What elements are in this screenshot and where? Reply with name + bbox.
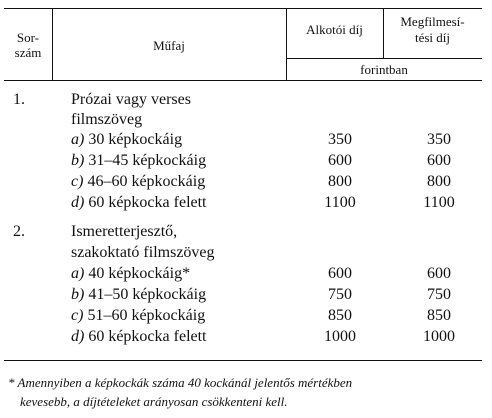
row-text: 30 képkockáig bbox=[88, 131, 183, 148]
header-no-line2: szám bbox=[14, 45, 42, 60]
header-unit: forintban bbox=[360, 62, 408, 77]
row-letter: a) bbox=[71, 131, 85, 148]
section-2-title-line2: szakoktató filmszöveg bbox=[71, 244, 215, 261]
section-2-title-line1: Ismeretterjesztő, bbox=[71, 223, 178, 240]
author-fee-value: 850 bbox=[328, 307, 352, 324]
film-fee-value: 600 bbox=[427, 152, 451, 169]
table-row bbox=[71, 264, 190, 284]
film-fee-value: 350 bbox=[427, 131, 451, 148]
film-fee-value: 850 bbox=[427, 307, 451, 324]
table-row bbox=[71, 306, 205, 326]
row-text: 60 képkocka felett bbox=[88, 328, 207, 345]
film-fee-value: 600 bbox=[427, 265, 451, 282]
row-text: 46–60 képkockáig bbox=[87, 173, 206, 190]
author-fee-value: 600 bbox=[328, 152, 352, 169]
section-1-title-line2: filmszöveg bbox=[71, 111, 143, 128]
table-row bbox=[71, 193, 207, 213]
header-no-line1: Sor- bbox=[16, 30, 40, 45]
section-1-number: 1. bbox=[13, 91, 25, 108]
author-fee-value: 1000 bbox=[324, 328, 356, 345]
table-row bbox=[71, 285, 206, 305]
row-letter: c) bbox=[71, 307, 84, 324]
footnote-rule bbox=[4, 360, 482, 361]
table-row bbox=[71, 172, 205, 192]
row-letter: b) bbox=[71, 286, 85, 303]
unit-rule bbox=[286, 58, 482, 59]
header-film-fee-line2: tési díj bbox=[414, 30, 451, 45]
author-fee-value: 800 bbox=[328, 173, 352, 190]
row-letter: d) bbox=[71, 328, 85, 345]
header-author-fee: Alkotói díj bbox=[306, 22, 363, 37]
footnote-line2: kevesebb, a díjtételeket arányosan csökkenteni kell. bbox=[20, 394, 288, 409]
row-text: 31–45 képkockáig bbox=[88, 152, 207, 169]
table-row bbox=[71, 151, 206, 171]
author-fee-value: 750 bbox=[328, 286, 352, 303]
film-fee-value: 1100 bbox=[423, 194, 455, 211]
row-text: 60 képkocka felett bbox=[88, 194, 207, 211]
row-text: 51–60 képkockáig bbox=[87, 307, 206, 324]
row-letter: c) bbox=[71, 173, 84, 190]
row-letter: a) bbox=[71, 265, 85, 282]
table-row bbox=[71, 327, 207, 347]
film-fee-value: 1000 bbox=[423, 328, 455, 345]
author-fee-value: 350 bbox=[328, 131, 352, 148]
table-top-rule bbox=[4, 8, 482, 9]
header-bottom-rule bbox=[4, 80, 482, 81]
row-letter: d) bbox=[71, 194, 85, 211]
film-fee-value: 750 bbox=[427, 286, 451, 303]
author-fee-value: 1100 bbox=[324, 194, 356, 211]
row-text: 41–50 képkockáig bbox=[88, 286, 207, 303]
author-fee-value: 600 bbox=[328, 265, 352, 282]
table-row bbox=[71, 130, 182, 150]
section-2-number: 2. bbox=[13, 223, 25, 240]
film-fee-value: 800 bbox=[427, 173, 451, 190]
section-1-title-line1: Prózai vagy verses bbox=[71, 91, 191, 108]
header-genre: Műfaj bbox=[153, 38, 185, 53]
row-letter: b) bbox=[71, 152, 85, 169]
header-film-fee-line1: Megfilmesí- bbox=[400, 14, 465, 29]
footnote-line1: * Amennyiben a képkockák száma 40 kockánál jelentős mértékben bbox=[8, 375, 353, 390]
row-text: 40 képkockáig* bbox=[88, 265, 191, 282]
